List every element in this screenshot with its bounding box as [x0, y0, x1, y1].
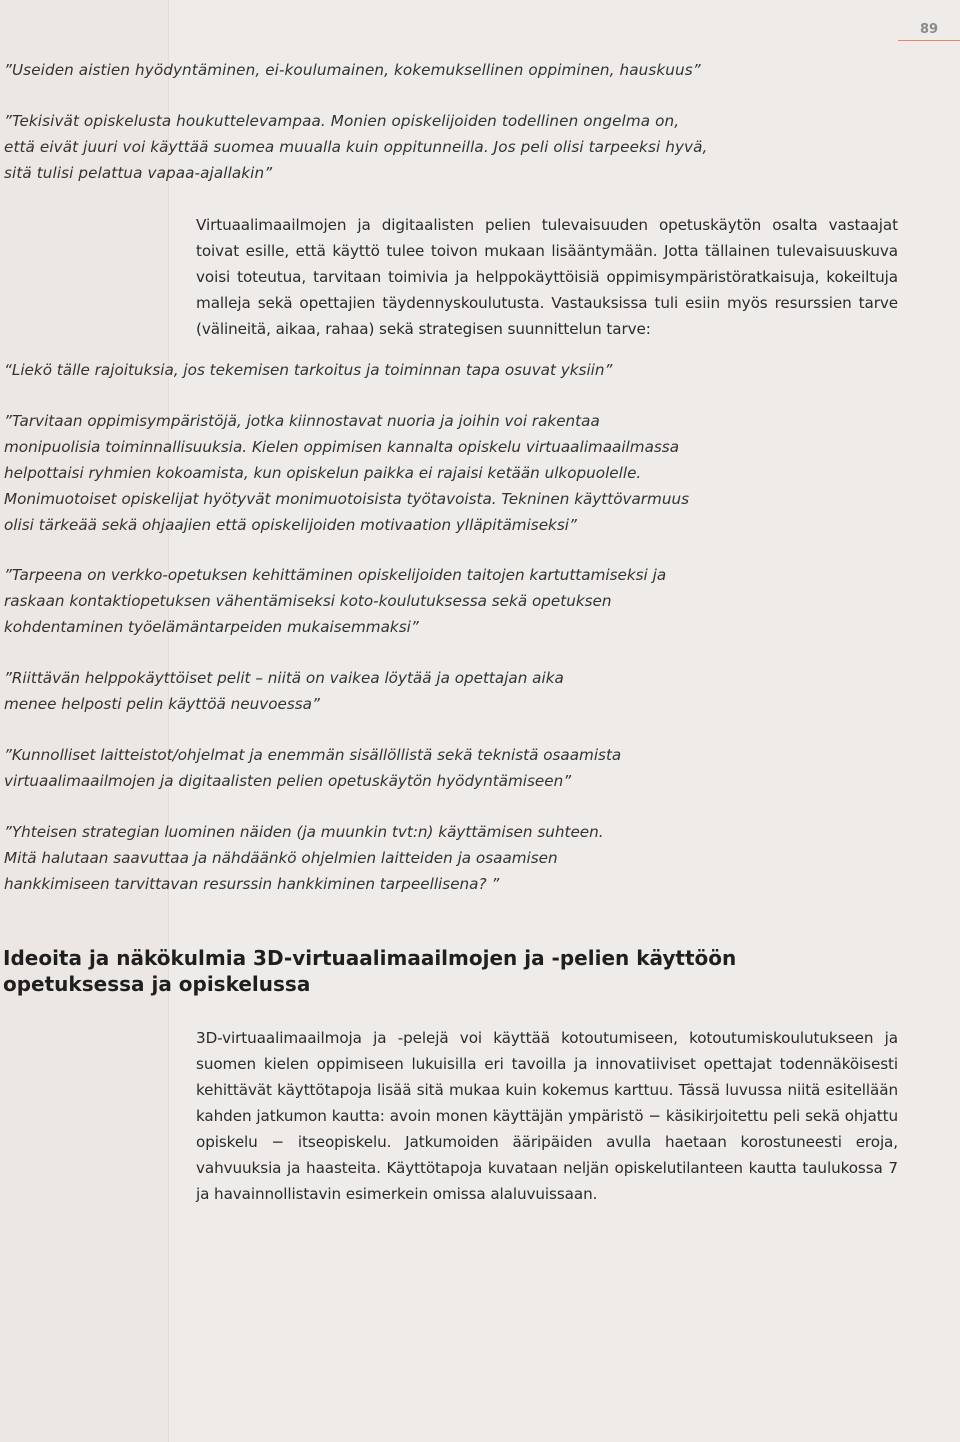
quote-line: raskaan kontaktiopetuksen vähentämiseksi koto-koulutuksessa sekä opetuksen — [4, 592, 612, 610]
page-number: 89 — [919, 22, 939, 37]
quote-restrictions — [4, 357, 612, 383]
quote-equipment — [4, 742, 621, 794]
quote-easy-games — [4, 665, 564, 717]
quote-line: ”Tekisivät opiskelusta houkuttelevampaa. Monien opiskelijoiden todellinen ongelma on, — [4, 112, 680, 130]
paragraph-ideas: 3D-virtuaalimaailmoja ja -pelejä voi käyttää kotoutumiseen, kotoutumiskoulutukseen ja suomen kielen oppimiseen lukuisilla eri tavoilla ja innovatiiviset opettajat todennäköisesti kehittävät käyttötapoja lisää sitä mukaa kuin kokemus karttuu. Tässä luvussa niitä esitellään kahden jatkumon kautta: avoin monen käyttäjän ympäristö − käsikirjoitettu peli sekä ohjattu opiskelu − itseopiskelu. Jatkumoiden ääripäiden avulla haetaan korostuneesti eroja, vahvuuksia ja haasteita. Käyttötapoja kuvataan neljän opiskelutilanteen kautta taulukossa 7 ja havainnollistavin esimerkein omissa alaluvuissaan. — [196, 1029, 898, 1203]
quote-line: helpottaisi ryhmien kokoamista, kun opiskelun paikka ei rajaisi ketään ulkopuolelle. — [4, 464, 642, 482]
quote-line: monipuolisia toiminnallisuuksia. Kielen oppimisen kannalta opiskelu virtuaalimaailmassa — [4, 438, 680, 456]
quote-line: ”Kunnolliset laitteistot/ohjelmat ja enemmän sisällöllistä sekä teknistä osaamista — [4, 746, 622, 764]
quote-attractive-studying — [4, 108, 707, 186]
quote-senses — [4, 57, 701, 83]
quote-learning-environments — [4, 408, 689, 538]
quote-line: olisi tärkeää sekä ohjaajien että opiskelijoiden motivaation ylläpitämiseksi” — [4, 516, 577, 534]
section-heading — [3, 945, 763, 997]
paragraph-future-use: Virtuaalimaailmojen ja digitaalisten pelien tulevaisuuden opetuskäytön osalta vastaajat toivat esille, että käyttö tulee toivon mukaan lisääntymään. Jotta tällainen tulevaisuuskuva voisi toteutua, tarvitaan toimivia ja helppokäyttöisiä oppimisympäristöratkaisuja, kokeiltuja malleja sekä opettajien täydennyskoulutusta. Vastauksissa tuli esiin myös resurssien tarve (välineitä, aikaa, rahaa) sekä strategisen suunnittelun tarve: — [196, 216, 898, 338]
quote-line: ”Riittävän helppokäyttöiset pelit – niitä on vaikea löytää ja opettajan aika — [4, 669, 564, 687]
quote-line: Monimuotoiset opiskelijat hyötyvät monimuotoisista työtavoista. Tekninen käyttövarmuus — [4, 490, 690, 508]
page-margin-band — [0, 0, 169, 1442]
quote-line: hankkimiseen tarvittavan resurssin hankkiminen tarpeellisena? ” — [4, 875, 500, 893]
quote-line: Mitä halutaan saavuttaa ja nähdäänkö ohjelmien laitteiden ja osaamisen — [4, 849, 558, 867]
quote-line: ”Useiden aistien hyödyntäminen, ei-koulumainen, kokemuksellinen oppiminen, hauskuus” — [4, 61, 701, 79]
quote-line: ”Tarvitaan oppimisympäristöjä, jotka kiinnostavat nuoria ja joihin voi rakentaa — [4, 412, 600, 430]
quote-online-teaching — [4, 562, 666, 640]
quote-common-strategy — [4, 819, 604, 897]
heading-line: opetuksessa ja opiskelussa — [3, 972, 311, 996]
heading-line: Ideoita ja näkökulmia 3D-virtuaalimaailmojen ja -pelien käyttöön — [3, 946, 737, 970]
quote-line: sitä tulisi pelattua vapaa-ajallakin” — [4, 164, 273, 182]
quote-line: virtuaalimaailmojen ja digitaalisten pelien opetuskäytön hyödyntämiseen” — [4, 772, 572, 790]
quote-line: ”Tarpeena on verkko-opetuksen kehittäminen opiskelijoiden taitojen kartuttamiseksi ja — [4, 566, 667, 584]
quote-line: kohdentaminen työelämäntarpeiden mukaisemmaksi” — [4, 618, 419, 636]
quote-line: “Liekö tälle rajoituksia, jos tekemisen tarkoitus ja toiminnan tapa osuvat yksiin” — [4, 361, 613, 379]
quote-line: että eivät juuri voi käyttää suomea muualla kuin oppitunneilla. Jos peli olisi tarpeeksi hyvä, — [4, 138, 708, 156]
quote-line: ”Yhteisen strategian luominen näiden (ja muunkin tvt:n) käyttämisen suhteen. — [4, 823, 604, 841]
page-number-rule — [898, 40, 960, 41]
quote-line: menee helposti pelin käyttöä neuvoessa” — [4, 695, 320, 713]
